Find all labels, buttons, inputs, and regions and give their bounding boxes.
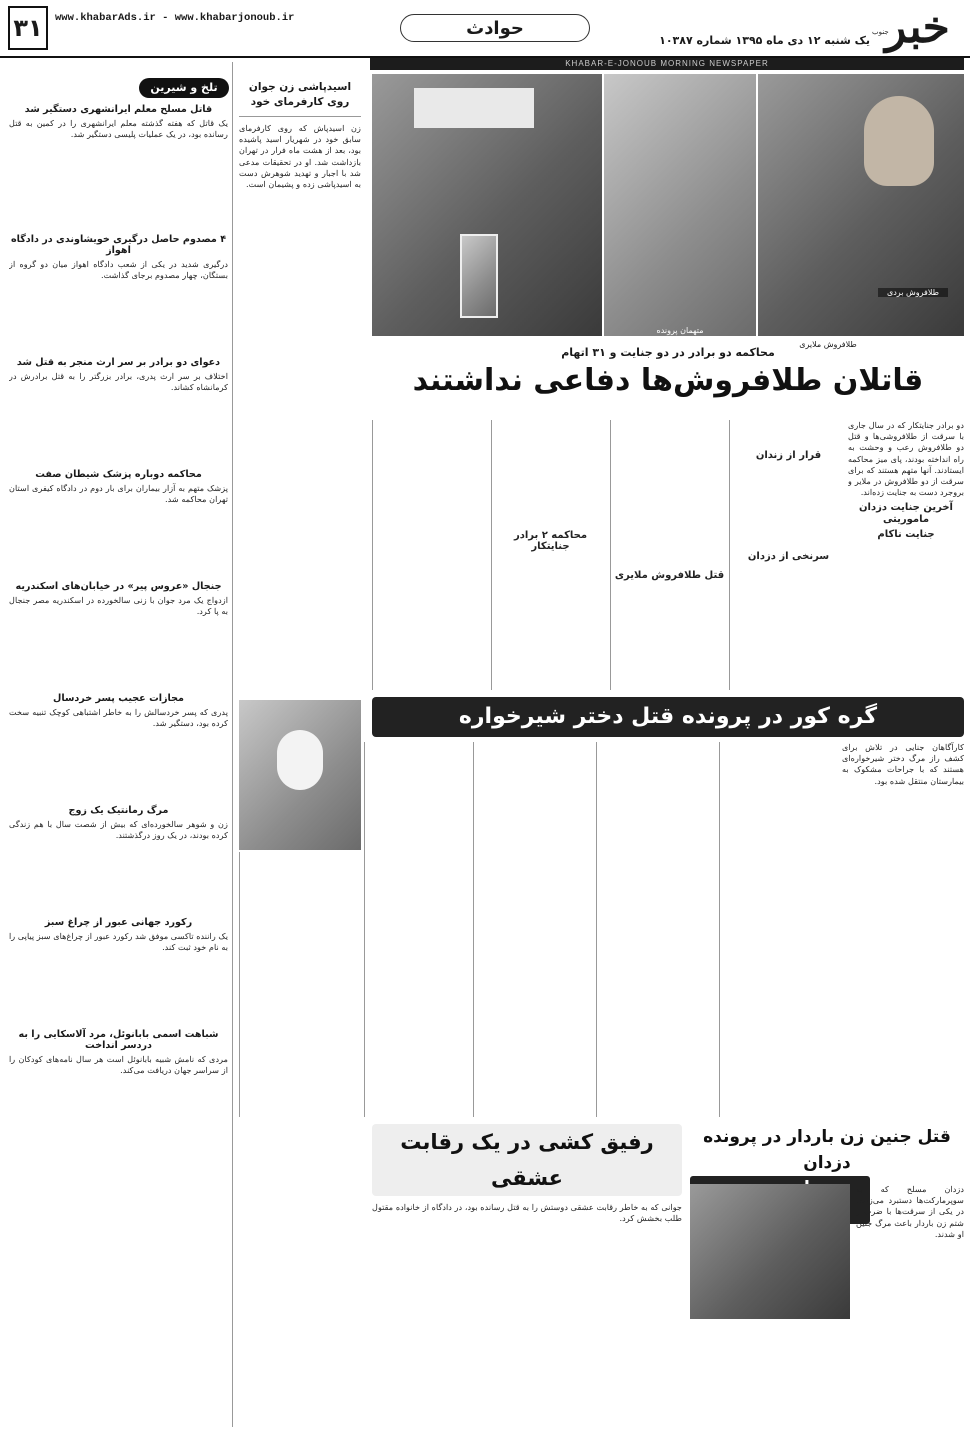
lead-col-2	[729, 420, 845, 690]
brief-item	[9, 357, 228, 463]
lead-subhead-3: قرار از زندان	[755, 450, 822, 461]
mid-col-2	[719, 742, 839, 1117]
brief-text: زن و شوهر سالخورده‌ای که بیش از شصت سال با هم زندگی کرده بودند، در یک روز درگذشتند.	[9, 819, 228, 841]
brief-item	[9, 581, 228, 687]
brief-title: ۴ مصدوم حاصل درگیری خویشاوندی در دادگاه اهواز	[10, 234, 227, 256]
logo-sub: جنوب	[872, 28, 889, 36]
side-story-title: اسیدپاشی زن جوان روی کارفرمای خود	[239, 74, 361, 117]
lead-subhead-2: جنایت ناکام	[877, 528, 935, 540]
lead-col-4	[491, 420, 607, 690]
bottom-left-headline: رفیق کشی در یک رقابت عشقی	[372, 1124, 682, 1196]
lead-intro: دو برادر جنایتکار که در سال جاری با سرقت از طلافروشی‌ها و قتل دو طلافروش رعب و وحشت به راه انداخته بودند، پای میز محاکمه ایستادند. آنها متهم هستند که برای سرقت از دو طلافروش در ملایر و بروجرد دست به جنایت زده‌اند.	[848, 420, 964, 498]
brief-text: یک راننده تاکسی موفق شد رکورد عبور از چراغ‌های سبز پیاپی را به نام خود ثبت کند.	[9, 931, 228, 953]
column-tag: تلخ و شیرین	[139, 78, 229, 98]
brief-item	[9, 693, 228, 799]
mid-col-3	[596, 742, 716, 1117]
lead-col-3	[610, 420, 726, 690]
masthead	[0, 0, 970, 58]
caption-suspects: متهمان پرونده	[656, 326, 704, 335]
briefs-column	[5, 62, 233, 1427]
brief-text: پدری که پسر خردسالش را به خاطر اشتباهی کوچک تنبیه سخت کرده بود، دستگیر شد.	[9, 707, 228, 729]
bottom-right-photo	[690, 1184, 850, 1319]
brief-title: دعوای دو برادر بر سر ارث منجر به قتل شد	[16, 357, 221, 368]
bottom-right-body	[856, 1184, 964, 1419]
brief-title: مرگ رمانتیک یک زوج	[68, 805, 169, 816]
lead-kicker: محاکمه دو برادر در دو جنایت و ۳۱ اتهام	[561, 346, 775, 359]
brief-title: جنجال «عروس پیر» در خیابان‌های اسکندریه	[15, 581, 222, 592]
lead-subhead-6: محاکمه ۲ برادر جنایتکار	[513, 530, 588, 553]
brief-item	[9, 469, 228, 575]
lead-subhead-5: قتل طلافروش ملایری	[614, 570, 725, 581]
page-number: ۳۱	[8, 6, 48, 50]
mid-story-body	[239, 742, 964, 1117]
bottom-left-story	[372, 1124, 682, 1424]
briefs-list	[9, 104, 228, 1146]
brief-text: یک قاتل که هفته گذشته معلم ایرانشهری را در کمین به قتل رسانده بود، در یک عملیات پلیسی دستگیر شد.	[9, 118, 228, 140]
brief-item	[9, 917, 228, 1023]
mid-col-1	[842, 742, 964, 1117]
bottom-right-lead: دزدان مسلح که به سوپرمارکت‌ها دستبرد می‌زدند، در یکی از سرقت‌ها با ضرب و شتم زن باردار باعث مرگ جنین او شدند.	[856, 1184, 964, 1239]
lead-col-5	[372, 420, 488, 690]
issue-date: یک شنبه ۱۲ دی ماه ۱۳۹۵ شماره ۱۰۳۸۷	[659, 34, 870, 47]
brief-text: پزشک متهم به آزار بیماران برای بار دوم در دادگاه کیفری استان تهران محاکمه شد.	[9, 483, 228, 505]
brief-title: مجازات عجیب پسر خردسال	[53, 693, 184, 704]
brief-item	[9, 234, 228, 351]
brief-text: درگیری شدید در یکی از شعب دادگاه اهواز میان دو گروه از بستگان، چهار مصدوم برجای گذاشت.	[9, 259, 228, 281]
lead-subhead-4: سرنخی از دزدان	[747, 551, 830, 563]
brief-title: محاکمه دوباره پزشک شیطان صفت	[35, 469, 202, 480]
newspaper-logo	[870, 0, 965, 56]
brief-text: ازدواج یک مرد جوان با زنی سالخورده در اسکندریه مصر جنجال به پا کرد.	[9, 595, 228, 617]
lead-body	[372, 420, 964, 690]
brief-title: رکورد جهانی عبور از چراغ سبز	[44, 917, 193, 928]
websites: www.khabarAds.ir - www.khabarjonoub.ir	[55, 12, 295, 24]
mid-col-6	[239, 852, 361, 1117]
mid-headline: گره کور در پرونده قتل دختر شیرخواره	[372, 697, 964, 737]
side-story	[239, 74, 361, 694]
lead-subhead-1: آخرین جنایت دزدان ماموریتی	[859, 502, 953, 525]
caption-victim-2: طلافروش ملایری	[799, 340, 857, 349]
brief-text: مردی که نامش شبیه بابانوئل است هر سال نامه‌های کودکان را از سراسر جهان دریافت می‌کند.	[9, 1054, 228, 1076]
bottom-left-lead: جوانی که به خاطر رقابت عشقی دوستش را به قتل رسانده بود، در دادگاه از خانواده مقتول طلب بخشش کرد.	[372, 1202, 682, 1224]
bottom-left-body	[372, 1202, 682, 1452]
logo-text: خبر	[885, 2, 950, 53]
lead-col-1	[848, 420, 964, 690]
brief-text: اختلاف بر سر ارث پدری، برادر بزرگتر را به قتل برادرش در کرمانشاه کشاند.	[9, 371, 228, 393]
lead-photo-suspects	[604, 74, 756, 336]
bottom-right-story	[690, 1124, 964, 1424]
brief-item	[9, 104, 228, 228]
side-story-body	[239, 123, 361, 683]
mid-col-4	[473, 742, 593, 1117]
lead-headline-block	[372, 340, 964, 418]
side-story-text: زن اسیدپاش که روی کارفرمای سابق خود در شهریار اسید پاشیده بود، بعد از هشت ماه فرار در تهران بازداشت شد. او در تحقیقات مدعی شد با اجبار و تهدید شوهرش دست به اسیدپاشی زده و پشیمان است.	[239, 123, 361, 190]
brief-title: قاتل مسلح معلم ایرانشهری دستگیر شد	[24, 104, 213, 115]
bottom-right-headline: قتل جنین زن باردار در پرونده دزدان	[703, 1127, 951, 1173]
brief-title: شباهت اسمی بابانوئل، مرد آلاسکایی را به دردسر انداخت	[18, 1029, 219, 1051]
lead-headline: قاتلان طلافروش‌ها دفاعی نداشتند	[412, 363, 924, 398]
mid-col-5	[364, 742, 470, 1117]
section-title: حوادث	[400, 14, 590, 42]
brief-item	[9, 1029, 228, 1146]
mid-lead: کارآگاهان جنایی در تلاش برای کشف راز مرگ دختر شیرخواره‌ای هستند که با جراحات مشکوک به بیمارستان منتقل شده بود.	[842, 742, 964, 786]
caption-victim-1: طلافروش بردی	[878, 288, 948, 297]
header-strip: KHABAR-E-JONOUB MORNING NEWSPAPER	[370, 58, 964, 70]
lead-photo-shop	[372, 74, 602, 336]
lead-photo-victim	[758, 74, 964, 336]
brief-item	[9, 805, 228, 911]
